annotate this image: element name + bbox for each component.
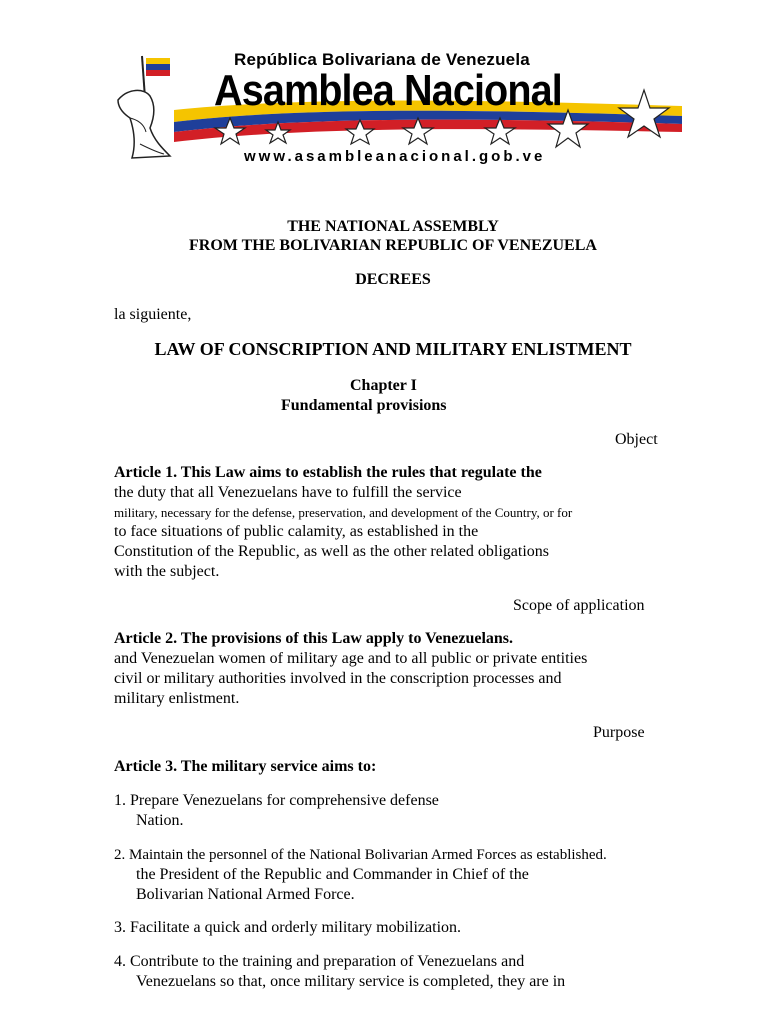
article2-line: military enlistment.: [114, 690, 240, 707]
article2-line: and Venezuelan women of military age and to all public or private entities: [114, 650, 588, 667]
article3-intro: Article 3. The military service aims to:: [114, 758, 377, 775]
header-banner: [110, 48, 690, 172]
banner-country: República Bolivariana de Venezuela: [234, 50, 530, 69]
intro-text: la siguiente,: [114, 306, 192, 323]
article1-heading: Object: [615, 431, 658, 448]
banner-website: www.asambleanacional.gob.ve: [244, 148, 546, 165]
article1-line: Article 1. This Law aims to establish the rules that regulate the: [114, 464, 542, 481]
banner-institution: Asamblea Nacional: [214, 66, 562, 115]
article3-item: Bolivarian National Armed Force.: [136, 886, 355, 903]
article2-line: Article 2. The provisions of this Law apply to Venezuelans.: [114, 630, 514, 647]
article3-item: Nation.: [136, 812, 184, 829]
article3-item: 1. Prepare Venezuelans for comprehensive defense: [114, 792, 439, 809]
bolivar-flag-emblem-icon: [118, 56, 170, 158]
article1-line: military, necessary for the defense, preservation, and development of the Country, or for: [114, 505, 573, 520]
article3-item: 3. Facilitate a quick and orderly military mobilization.: [114, 919, 462, 936]
title-line-2: FROM THE BOLIVARIAN REPUBLIC OF VENEZUELA: [189, 237, 597, 254]
article3-item: Venezuelans so that, once military service is completed, they are in: [136, 973, 566, 990]
article1-line: to face situations of public calamity, as established in the: [114, 523, 479, 540]
article3-item: 2. Maintain the personnel of the National Bolivarian Armed Forces as established.: [114, 847, 607, 863]
article2-heading: Scope of application: [513, 597, 645, 614]
chapter-number: Chapter I: [350, 377, 417, 394]
article1-line: with the subject.: [114, 563, 220, 580]
article3-heading: Purpose: [593, 724, 645, 741]
article3-item: 4. Contribute to the training and preparation of Venezuelans and: [114, 953, 525, 970]
title-line-1: THE NATIONAL ASSEMBLY: [287, 218, 499, 235]
decrees-heading: DECREES: [355, 271, 431, 288]
article1-line: Constitution of the Republic, as well as the other related obligations: [114, 543, 550, 560]
article3-item: the President of the Republic and Commander in Chief of the: [136, 866, 529, 883]
article1-line: the duty that all Venezuelans have to fulfill the service: [114, 484, 462, 501]
article2-line: civil or military authorities involved in the conscription processes and: [114, 670, 562, 687]
law-title: LAW OF CONSCRIPTION AND MILITARY ENLISTMENT: [154, 339, 632, 359]
chapter-title: Fundamental provisions: [281, 397, 447, 414]
